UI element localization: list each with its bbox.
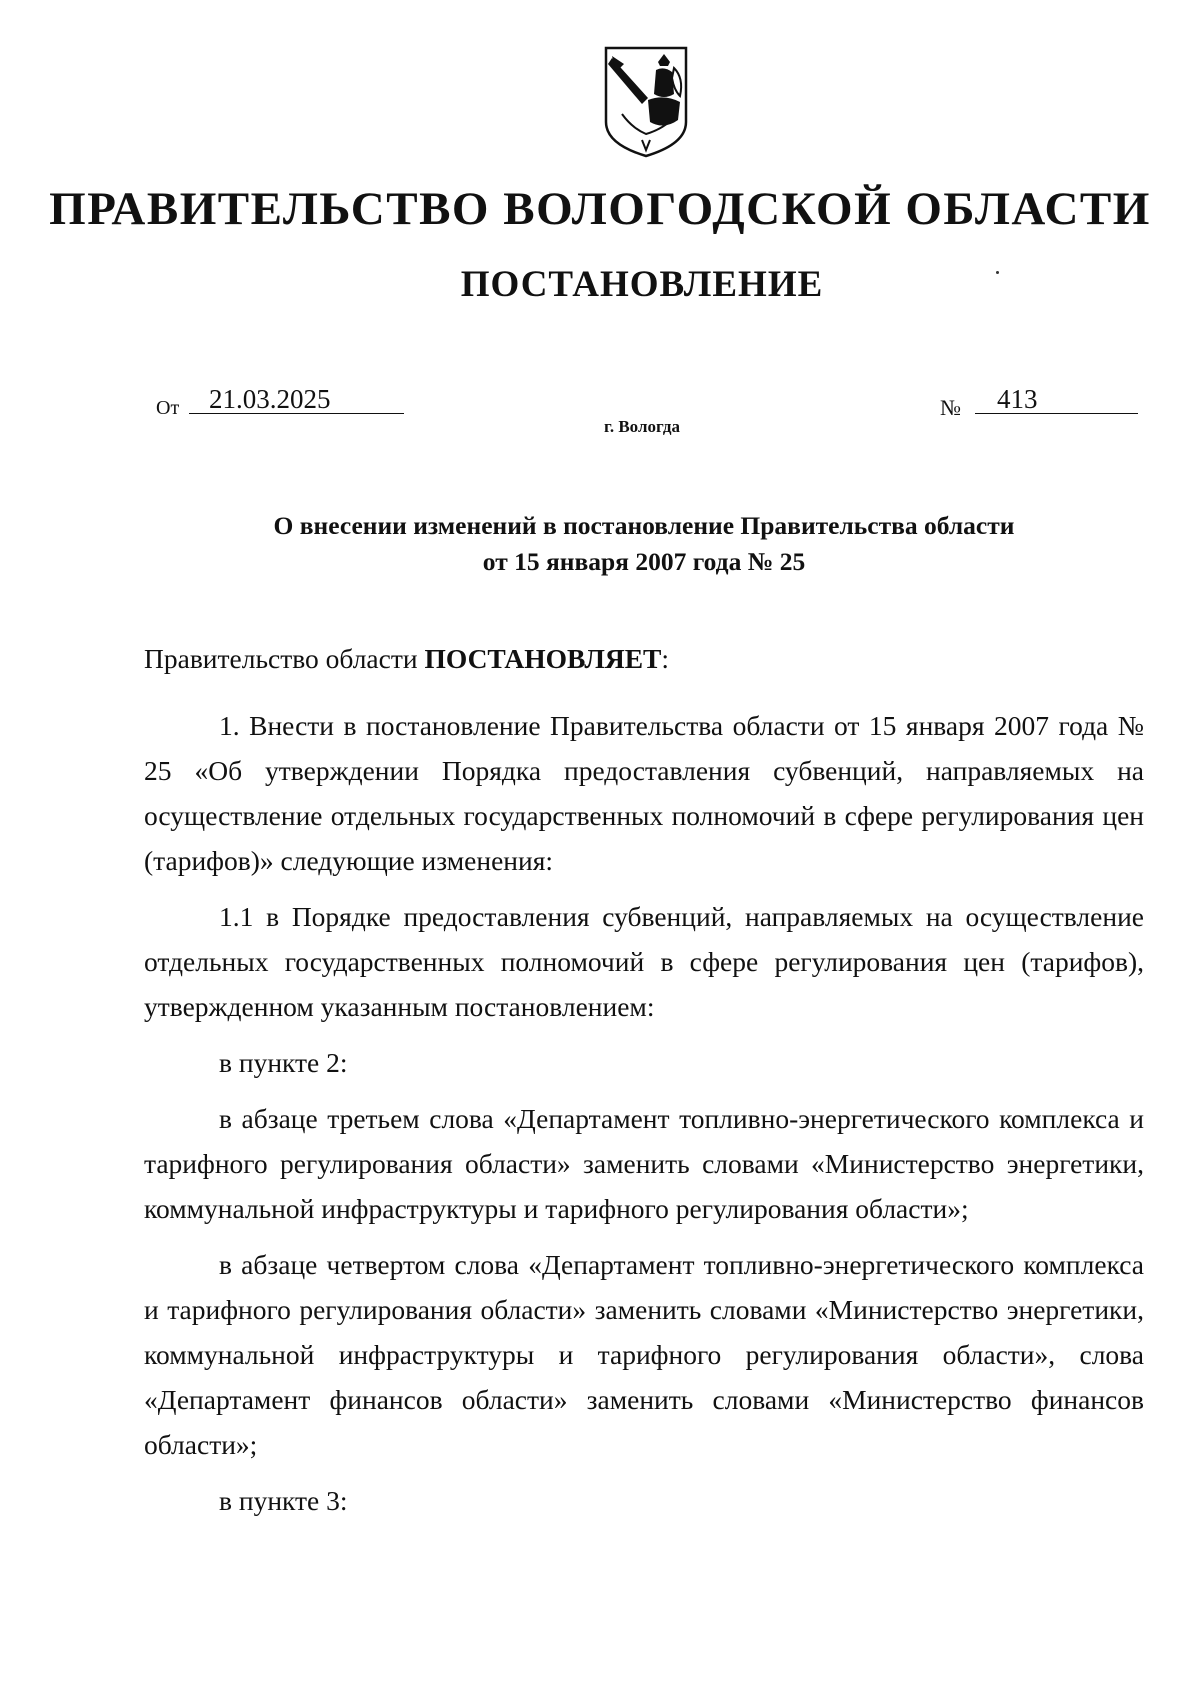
subject-line-1: О внесении изменений в постановление Правительства области bbox=[273, 511, 1015, 540]
preamble-suffix: : bbox=[661, 643, 670, 674]
document-number: 413 bbox=[975, 386, 1138, 414]
date-label: От bbox=[156, 397, 180, 419]
paragraph-item-3: в пункте 3: bbox=[219, 1485, 348, 1516]
coat-of-arms-emblem bbox=[602, 44, 690, 162]
paragraph-item-2: в пункте 2: bbox=[219, 1047, 348, 1078]
subject-line-2: от 15 января 2007 года № 25 bbox=[482, 547, 806, 576]
government-title: ПРАВИТЕЛЬСТВО ВОЛОГОДСКОЙ ОБЛАСТИ bbox=[49, 183, 1151, 235]
document-body bbox=[144, 636, 1144, 1534]
paragraph-abzats-3: в абзаце третьем слова «Департамент топливно-энергетического комплекса и тарифного регулирования области» заменить словами «Министерство энергетики, коммунальной инфраструктуры и тарифного регулирования области»; bbox=[144, 1103, 1144, 1224]
document-subject bbox=[0, 508, 1200, 580]
paragraph-abzats-4: в абзаце четвертом слова «Департамент топливно-энергетического комплекса и тарифного регулирования области» заменить словами «Министерство энергетики, коммунальной инфраструктуры и тарифного регулирования области», слова «Департамент финансов области» заменить словами «Министерство финансов области»; bbox=[144, 1249, 1144, 1460]
preamble bbox=[144, 636, 1144, 681]
paragraph-1: 1. Внести в постановление Правительства области от 15 января 2007 года № 25 «Об утверждении Порядка предоставления субвенций, направляемых на осуществление отдельных государственных полномочий в сфере регулирования цен (тарифов)» следующие изменения: bbox=[144, 710, 1144, 876]
paragraph-1-1: 1.1 в Порядке предоставления субвенций, направляемых на осуществление отдельных государственных полномочий в сфере регулирования цен (тарифов), утвержденном указанным постановлением: bbox=[144, 901, 1144, 1022]
document-date: 21.03.2025 bbox=[189, 386, 404, 414]
preamble-prefix: Правительство области bbox=[144, 643, 425, 674]
city-name: г. Вологда bbox=[604, 417, 680, 436]
number-label: № bbox=[940, 395, 961, 420]
scan-speck bbox=[996, 271, 999, 274]
preamble-keyword: ПОСТАНОВЛЯЕТ bbox=[424, 643, 662, 674]
document-type: ПОСТАНОВЛЕНИЕ bbox=[460, 264, 824, 305]
